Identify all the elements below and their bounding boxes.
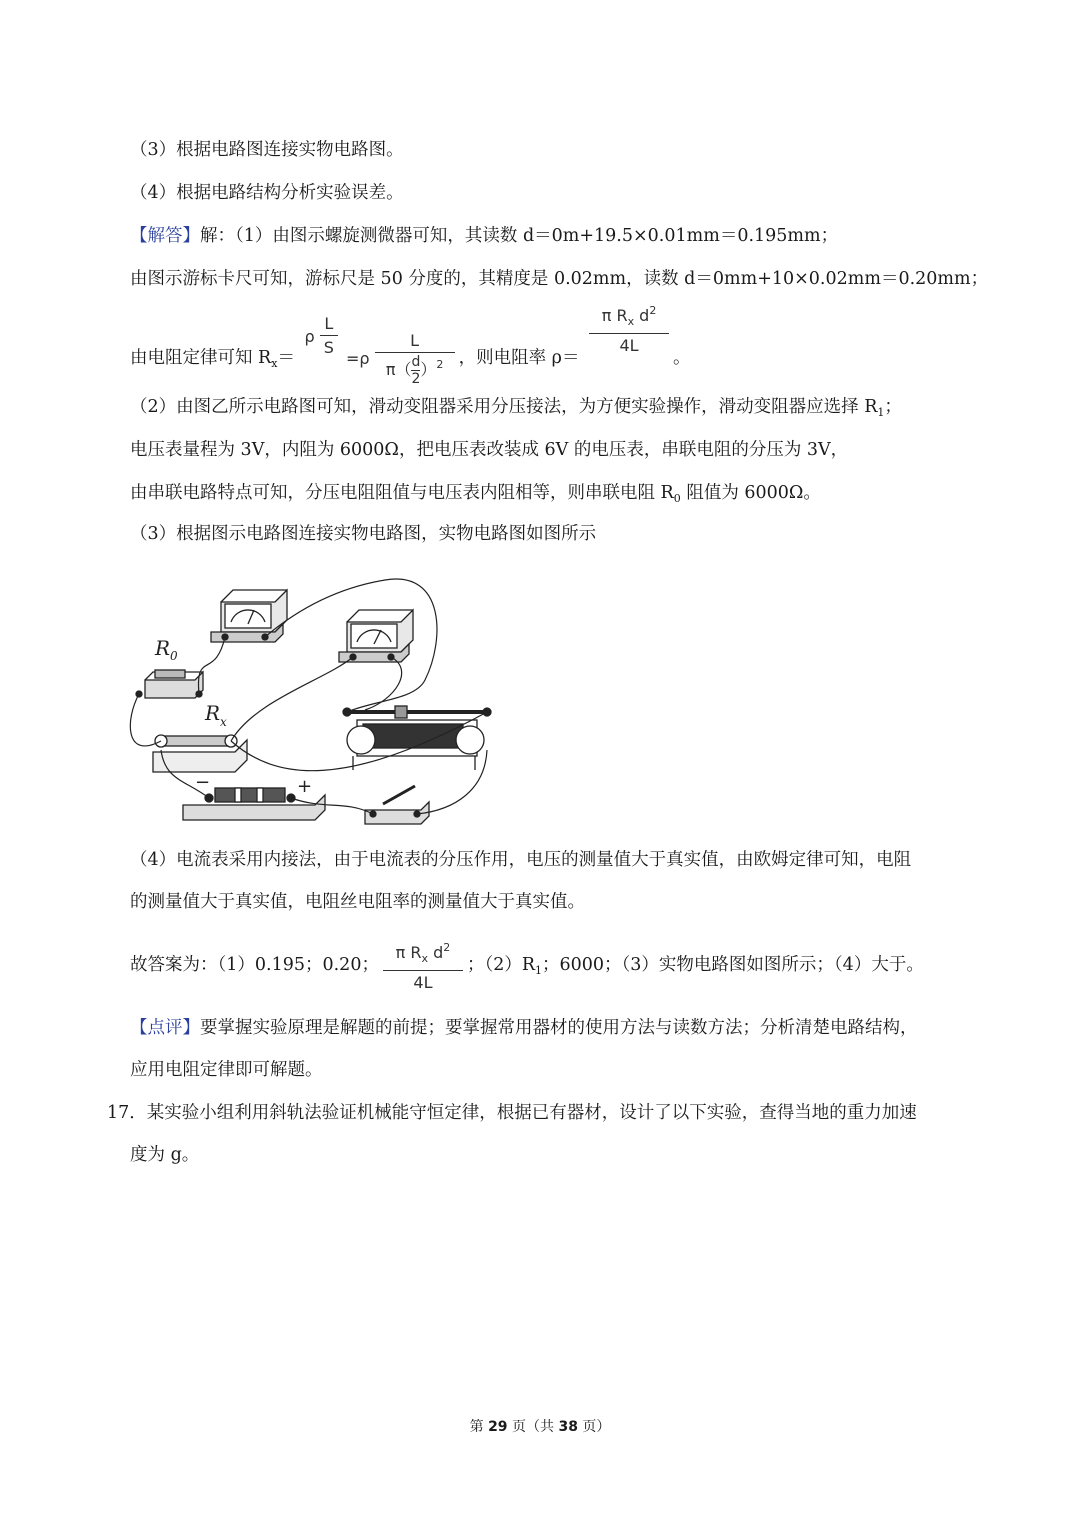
rho-L-over-S: ρ $\frac{L}{S}$ [305,301,338,372]
line-6: （2）由图乙所示电路图可知，滑动变阻器采用分压接法，为方便实验操作，滑动变阻器应选择 $R_1$； [130,397,902,419]
r0-label: R [155,636,171,660]
comment-line-2: 应用电阻定律即可解题。 [130,1060,323,1080]
battery-plus: + [297,776,313,797]
line-2: （4）根据电路结构分析实验误差。 [130,183,404,203]
solution-line-1 [130,224,838,248]
switch-icon [365,786,429,824]
resistor-r0-icon [136,670,203,698]
resistor-rx-icon [153,735,247,772]
line-1: （3）根据电路图连接实物电路图。 [130,140,404,160]
line-9: （3）根据图示电路图连接实物电路图，实物电路图如图所示 [130,524,597,544]
comment-tag: 【点评】 [130,1018,200,1038]
line-4: 由图示游标卡尺可知，游标尺是 50 分度的，其精度是 0.02mm，读数 d＝0mm+10×0.02mm＝0.20mm； [130,269,989,289]
rheostat-icon [343,706,491,770]
question-17-line-1: 17．某实验小组利用斜轨法验证机械能守恒定律，根据已有器材，设计了以下实验，查得当地的重力加速 [107,1103,917,1123]
rho-fraction: =ρ L π（ $\frac{d}{2}$ ）$^2$ [346,323,455,394]
voltmeter-icon [211,590,287,642]
answer-line: 故答案为：（1）0.195；0.20； $\frac{\pi R_x d^2}{4L}$ ；$(2)R_1$；6000；（3）实物电路图如图所示；（4）大于。 [130,935,924,999]
formula-line: 由电阻定律可知 $R_x= \rho$ $\frac{L}{S}$ =ρ L π（ $\frac{d}{2}$ ）$^2$ ，则电阻率 ρ＝ $\frac{\pi R_x d^2}{4L}$ 。 [130,300,691,374]
page-footer: 第 29 页（共 38 页） [469,1419,611,1435]
question-17-line-2: 度为 g。 [130,1145,200,1165]
circuit-diagram [125,560,505,830]
rx-label: R [205,701,221,725]
solution-text: 解：（1）由图示螺旋测微器可知，其读数 d＝0m+19.5×0.01mm＝0.195mm； [200,226,839,246]
line-10: （4）电流表采用内接法，由于电流表的分压作用，电压的测量值大于真实值，由欧姆定律可知，电阻 [130,850,912,870]
ammeter-icon [339,610,413,662]
solution-tag: 【解答】 [130,226,200,246]
comment-line-1: 【点评】要掌握实验原理是解题的前提；要掌握常用器材的使用方法与读数方法；分析清楚电路结构， [130,1018,918,1038]
resistivity-fraction: $\frac{\pi R_x d^2}{4L}$ [589,300,669,358]
battery-minus: − [195,772,211,793]
svg-text:0: 0 [170,649,178,663]
line-8: 由串联电路特点可知，分压电阻阻值与电压表内阻相等，则串联电阻 $R_0$ 阻值为 6000Ω。 [130,483,821,505]
svg-text:x: x [220,715,227,729]
answer-fraction: $\frac{\pi R_x d^2}{4L}$ [383,937,463,995]
line-7: 电压表量程为 3V，内阻为 6000Ω，把电压表改装成 6V 的电压表，串联电阻的分压为 3V， [130,440,849,460]
line-11: 的测量值大于真实值，电阻丝电阻率的测量值大于真实值。 [130,892,585,912]
